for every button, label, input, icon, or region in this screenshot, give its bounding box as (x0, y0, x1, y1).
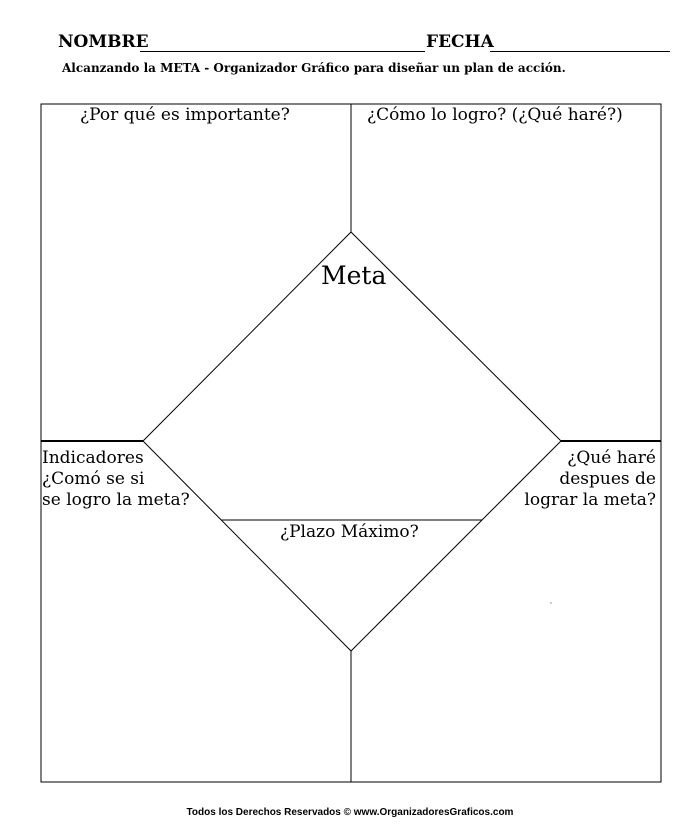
why-important-label: ¿Por qué es importante? (80, 105, 290, 125)
after-goal-label-line-1: ¿Qué haré (567, 448, 656, 468)
after-goal-label-line-3: lograr la meta? (524, 490, 656, 510)
name-label: NOMBRE (58, 32, 149, 52)
after-goal-label-line-2: despues de (559, 469, 656, 489)
date-label: FECHA (426, 32, 494, 52)
indicators-label-line-1: Indicadores (42, 448, 144, 468)
indicators-label-line-2: ¿Comó se si (42, 469, 145, 489)
speck (550, 602, 551, 603)
goal-label: Meta (321, 261, 387, 290)
indicators-label-line-3: se logro la meta? (42, 490, 190, 510)
how-achieve-label: ¿Cómo lo logro? (¿Qué haré?) (367, 105, 623, 125)
goal-diamond (143, 232, 561, 651)
worksheet-subtitle: Alcanzando la META - Organizador Gráfico para diseñar un plan de acción. (62, 61, 566, 75)
deadline-label: ¿Plazo Máximo? (280, 522, 419, 542)
copyright-footer: Todos los Derechos Reservados © www.OrganizadoresGraficos.com (186, 807, 514, 818)
